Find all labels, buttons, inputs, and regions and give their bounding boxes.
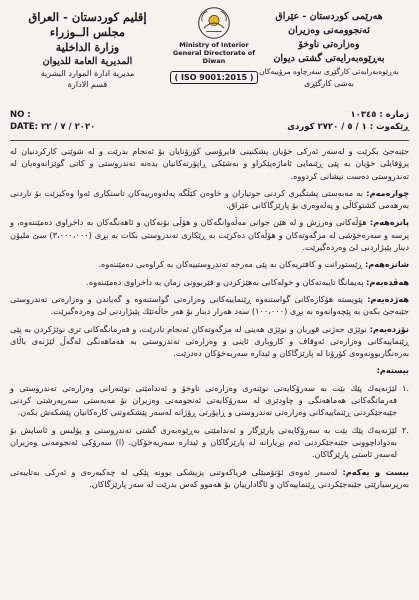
list-item-text: لێژنەیەك پێك بێت بە سەرۆكایەتی نوێنەری وەزارەتی ناوخۆ و ئەندامێتی نوێنەرانی وەزارەتی تەندروستی و فەرمانگەكانی هەماهەنگی و چاودێری لە سەرۆكایەتی ئەنجومەنی وەزیران بۆ مەبەستی سەرپەرشتی كردنی جێبەجێكردنی ڕێنماییەكانی وەزارەتی تەندروستی و ڕاپۆرتی ڕۆژانە لەسەر پێشكەوتنی كارەكانیان پێشكەش بكەن. <box>10 382 397 418</box>
ku-ministry: وەزارەتی ناوخۆ <box>298 39 360 50</box>
emblem-block <box>168 6 260 84</box>
paragraph-14 <box>10 187 409 212</box>
ar-council: مجلس الــوزراء <box>49 25 126 39</box>
list-item: .٢ لێژنەیەك پێك بێت بە سەرۆكایەتی پارێزگار و ئەندامێتی بەڕێوەبەری گشتی تەندروستی و پۆلیس و ئاسایش بۆ بەدواداچوونی جێبەجێكردنی ئەم بڕیارانە لە پارێزگاكان و ئیدارە سەربەخۆكان. (ا) سەرۆكی ئەنجومەنی وەزیران لەسەر ئاستی پارێزگاكان. <box>10 424 409 460</box>
paragraph-text: لەسەر ئەوەی ئۆتۆمبێلی فریاكەوتنی پزیشكی بوونە پێكی لە چەكبەرەی و ئەركی بەتایبەتی بەرپرسیارێتی جێبەجێكردنی ڕێنماییەكان و ئاگادارییان بۆ هەموو كەس بدرێت لە سەر پارێزگاكان. <box>10 466 409 489</box>
paragraph-heading: پانزەهەم: <box>369 217 409 228</box>
paragraph-heading: نۆزدەیەم: <box>369 323 409 334</box>
reference-block <box>10 108 409 138</box>
ref-number-ku: ژمارە : ١٠٣٤٥ <box>350 110 409 120</box>
letterhead <box>10 6 409 108</box>
ref-date: DATE: ٢٠٢٠ / ٧ / ٢٢ <box>10 122 96 132</box>
paragraph-heading: شانزەهەم: <box>364 259 409 270</box>
paragraph-heading: بیست و یەكەم: <box>342 466 409 477</box>
ar-admin-section: قسم الادارة <box>67 80 108 89</box>
paragraph-text: پێویستە هۆكارەكانی گواستنەوە ڕێنماییەكانی وەزارەتی گواستنەوە و گەیاندن و وەزارەتی تەندروستی جێبەجێ بكەن بە پێچەوانەوە بە بڕی (١٠٠،٠٠٠) سەد هەزار دینار بۆ هەر حاڵەتێك پێبژاردنی لێ وەردەگیرێت. <box>10 293 409 317</box>
paragraph-20-list <box>10 382 409 461</box>
paragraph-text: ڕێستورانت و كافتریەكان بە پێی مەرجە تەندروستییەكان بە كراوەیی دەمێننەوە. <box>98 259 363 270</box>
paragraph-17 <box>10 276 409 288</box>
kurdish-letterhead <box>249 10 409 90</box>
paragraph-heading: هەژدەیەم: <box>367 293 409 304</box>
ku-hr-directorate: بەڕێوەبەرایەتی كارگێڕی سەرچاوە مرۆییەكان <box>259 67 399 76</box>
paragraph-text: نوێژی جەژنی قوربان و نوێژی هەینی لە مزگەوتەكان ئەنجام نادرێت، و فەرمانگەكانی تری نوێژكردن بە پێی ڕێنماییەكانی وەزارەتی ئەوقاف و كاروباری ئاینی و وەزارەتی تەندروستی بە هەماهەنگی لەگەڵ لێژنەی باڵای بەرەنگاربوونەوەی كۆرۆنا لە پارێزگاكان و ئیدارە سەربەخۆكان دەدرێت. <box>10 323 409 359</box>
ku-region: هەرێمی كوردستان - عێراق <box>275 11 383 22</box>
iso-badge: ( ISO 9001:2015 ) <box>170 71 259 84</box>
paragraph-heading: هەڤدەیەم: <box>366 276 409 287</box>
header-divider <box>10 140 409 141</box>
paragraph-text: بە مەبەستی پشتگیری كردنی جوتیاران و خاوەن كێڵگە پەلەوەرییەكان تاسنكاری ئەوا وەكیزێت بۆ ناردنی بەرهەمی كشتوكاڵی و پەلەوەری بۆ پارێزگاكانی عێراق. <box>10 187 409 211</box>
ar-ministry: وزارة الداخلية <box>55 41 120 54</box>
ref-number: NO : <box>10 110 31 120</box>
list-item-tail: (ا) سەرۆكی ئەنجومەنی وەزیران لەسەر ئاستی پارێزگاكان. <box>10 436 397 460</box>
paragraph-15 <box>10 216 409 253</box>
paragraph-18 <box>10 293 409 318</box>
ar-hr-directorate: مديرية ادارة الموارد البشرية <box>40 69 135 78</box>
paragraph-20-heading: بیستەم: <box>376 365 409 376</box>
list-item-text: لێژنەیەك پێك بێت بە سەرۆكایەتی پارێزگار و ئەندامێتی بەڕێوەبەری گشتی تەندروستی و پۆلیس و ئاسایش بۆ بەدواداچوونی جێبەجێكردنی ئەم بڕیارانە لە پارێزگاكان و ئیدارە سەربەخۆكان. <box>10 424 397 447</box>
intro-paragraph: جێبەجێ بكرێت و لەسەر ئەركی خۆیان پشكنینی فایرۆسی كۆرۆنایان بۆ ئەنجام بدرێت و لە شوێنی كاركردنیان لە پرۆفایلی خۆیان بە پێی ڕێنمایی ئاماژەپێكراو و بەشێكی ڕاپۆرتەكانیان بدەنە تەندروستی و كاتی گوێزانەوەیان لە تەندروستی دەست نیشانی كردووە. <box>10 146 409 181</box>
directorate-en: General Directorate of Diwan <box>172 49 256 65</box>
ku-admin-section: بەشی كارگێڕی <box>304 79 354 88</box>
list-item: .١ لێژنەیەك پێك بێت بە سەرۆكایەتی نوێنەری وەزارەتی ناوخۆ و ئەندامێتی نوێنەرانی وەزارەتی تەندروستی و فەرمانگەكانی هەماهەنگی و چاودێری لە سەرۆكایەتی ئەنجومەنی وەزیران بۆ مەبەستی سەرپەرشتی كردنی جێبەجێكردنی ڕێنماییەكانی وەزارەتی تەندروستی و ڕاپۆرتی ڕۆژانە لەسەر پێشكەوتنی كارەكانیان پێشكەش بكەن. <box>10 382 409 418</box>
letter-body <box>10 145 409 490</box>
ku-council: ئەنجوومەنی وەزیران <box>288 25 370 36</box>
ku-directorate: بەڕێوەبەرایەتی گشتی دیوان <box>273 53 385 64</box>
arabic-letterhead <box>10 10 165 90</box>
paragraph-text: هۆڵەكانی وەرزش و لە هێن جوانی مەڵەوانگەكان و هۆڵی بۆنەكان و ئاهەنگەكان بە داخراوی دەمێننەوە، و پرسە و سەرەخۆشی لە مزگەوتەكان و هۆڵەكان دەكرێت بە ڕێكاری تەندروستی بكات بە بڕی (٣،٠٠٠،٠٠٠) سێ ملیۆن دینار پێبژاردنی لێ وەردەگیرێت. <box>10 217 409 253</box>
ar-directorate: المديرية العامة للديوان <box>42 56 133 67</box>
ar-region: إقليم كوردستان - العراق <box>28 10 147 24</box>
paragraph-heading: چوارەمەم: <box>366 187 409 198</box>
ministry-en: Ministry of Interior <box>179 41 249 49</box>
paragraph-16 <box>10 258 409 270</box>
kurdistan-emblem-icon <box>197 6 231 40</box>
paragraph-19 <box>10 323 409 360</box>
ref-date-ku: ڕێكەوت : ١ / ٥ / ٢٧٢٠ كوردی <box>287 122 409 132</box>
paragraph-21 <box>10 466 409 491</box>
paragraph-text: پەیمانگا تایبەتەكان و خولەكانی بەهێزكردن و فێربوونی زمان بە داخراوی دەمێننەوە. <box>86 276 364 287</box>
